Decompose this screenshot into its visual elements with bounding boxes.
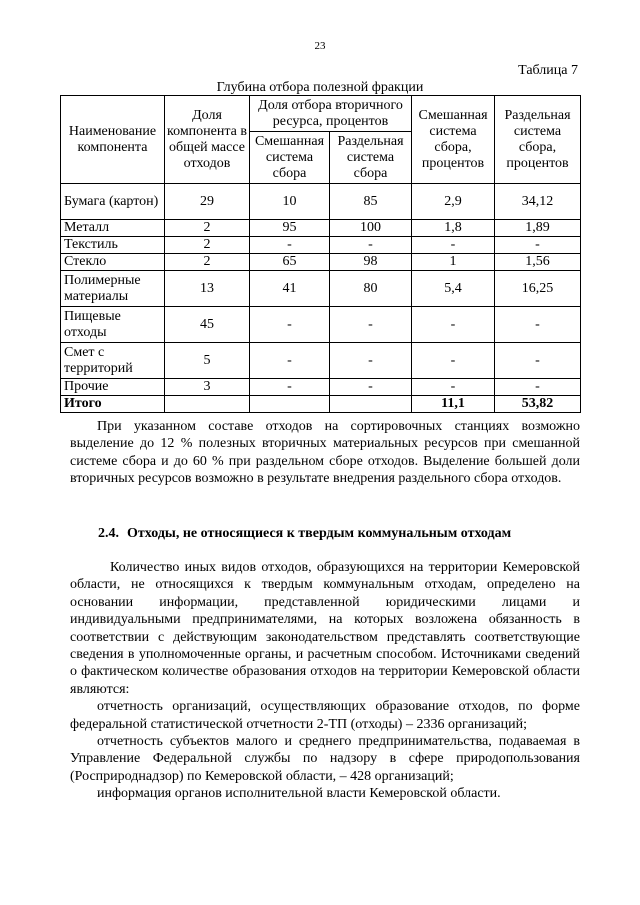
list-item: отчетность субъектов малого и среднего предпринимательства, подаваемая в Управление Федеральной службы по надзору в сфере природопользования (Росприроднадзор) по Кемеровской области, – 428 организаций; [70, 734, 580, 784]
cell-name: Пищевые отходы [61, 307, 165, 343]
cell-mixed-pct: - [412, 307, 495, 343]
cell-mixed-pct: - [412, 343, 495, 379]
cell-share: 3 [165, 379, 250, 396]
header-mixed: Смешанная система сбора [250, 132, 330, 184]
cell-mixed: - [250, 379, 330, 396]
cell-share: 5 [165, 343, 250, 379]
cell-mixed-pct: 2,9 [412, 184, 495, 220]
paragraph-after-table [70, 418, 580, 488]
cell-separate-pct: 1,89 [495, 220, 581, 237]
cell-mixed-pct: - [412, 379, 495, 396]
total-cell-share [165, 396, 250, 413]
cell-separate-pct: - [495, 379, 581, 396]
cell-mixed-pct: 1,8 [412, 220, 495, 237]
section-title: Отходы, не относящиеся к твердым коммунальным отходам [127, 526, 512, 541]
cell-mixed-pct: 1 [412, 254, 495, 271]
cell-name: Полимерные материалы [61, 271, 165, 307]
cell-name: Металл [61, 220, 165, 237]
cell-mixed-pct: - [412, 237, 495, 254]
total-cell-name: Итого [61, 396, 165, 413]
page-number: 23 [314, 40, 326, 52]
table-row [61, 237, 581, 254]
header-secondary-group: Доля отбора вторичного ресурса, процентов [250, 96, 412, 132]
cell-mixed: 41 [250, 271, 330, 307]
cell-separate-pct: - [495, 307, 581, 343]
cell-separate-pct: - [495, 343, 581, 379]
waste-fraction-table [60, 95, 581, 413]
table-row [61, 254, 581, 271]
paragraph: При указанном составе отходов на сортировочных станциях возможно выделение до 12 % полезных вторичных материальных ресурсов при смешанной системе сбора и до 60 % при раздельном сборе отходов. Выделение большей доли вторичных ресурсов возможно в результате внедрения раздельного сбора отходов. [70, 419, 580, 487]
cell-separate: - [330, 379, 412, 396]
cell-share: 13 [165, 271, 250, 307]
list-item: информация органов исполнительной власти Кемеровской области. [97, 786, 501, 802]
cell-name: Стекло [61, 254, 165, 271]
table-label: Таблица 7 [518, 63, 578, 78]
section-body [70, 559, 580, 803]
header-separate: Раздельная система сбора [330, 132, 412, 184]
cell-share: 2 [165, 220, 250, 237]
cell-separate: - [330, 307, 412, 343]
cell-separate-pct: 34,12 [495, 184, 581, 220]
cell-share: 45 [165, 307, 250, 343]
table-row [61, 271, 581, 307]
cell-mixed: - [250, 237, 330, 254]
cell-share: 2 [165, 254, 250, 271]
total-cell-separate [330, 396, 412, 413]
cell-mixed: - [250, 307, 330, 343]
header-share: Доля компонента в общей массе отходов [165, 96, 250, 184]
cell-separate: 80 [330, 271, 412, 307]
total-cell-mixed [250, 396, 330, 413]
cell-separate: 98 [330, 254, 412, 271]
header-separate-pct: Раздельная система сбора, процентов [495, 96, 581, 184]
section-number: 2.4. [98, 526, 119, 541]
cell-separate: 100 [330, 220, 412, 237]
cell-name: Смет с территорий [61, 343, 165, 379]
header-name: Наименование компонента [61, 96, 165, 184]
table-row [61, 184, 581, 220]
cell-separate-pct: 1,56 [495, 254, 581, 271]
table-row [61, 379, 581, 396]
cell-separate-pct: - [495, 237, 581, 254]
cell-separate-pct: 16,25 [495, 271, 581, 307]
table-row [61, 343, 581, 379]
total-cell-mixed-pct: 11,1 [412, 396, 495, 413]
cell-share: 2 [165, 237, 250, 254]
cell-share: 29 [165, 184, 250, 220]
cell-mixed: 95 [250, 220, 330, 237]
section-heading [98, 526, 588, 542]
table-row [61, 220, 581, 237]
cell-separate: - [330, 343, 412, 379]
cell-mixed: 10 [250, 184, 330, 220]
table-caption: Глубина отбора полезной фракции [216, 80, 424, 95]
cell-name: Бумага (картон) [61, 184, 165, 220]
cell-mixed-pct: 5,4 [412, 271, 495, 307]
header-mixed-pct: Смешанная система сбора, процентов [412, 96, 495, 184]
cell-name: Прочие [61, 379, 165, 396]
cell-name: Текстиль [61, 237, 165, 254]
paragraph: Количество иных видов отходов, образующихся на территории Кемеровской области, не относящихся к твердым коммунальным отходам, определено на основании информации, представленной юридическими лицами и индивидуальными предпринимателями, на которых возложена обязанность в соответствии с действующим законодательством представлять соответствующие сведения в уполномоченные органы, и расчетным способом. Источниками сведений о фактическом количестве образования отходов на территории Кемеровской области являются: [70, 560, 580, 697]
list-item: отчетность организаций, осуществляющих образование отходов, по форме федеральной статистической отчетности 2-ТП (отходы) – 2336 организаций; [70, 699, 580, 732]
cell-mixed: - [250, 343, 330, 379]
total-cell-separate-pct: 53,82 [495, 396, 581, 413]
table-total-row [61, 396, 581, 413]
cell-separate: 85 [330, 184, 412, 220]
cell-mixed: 65 [250, 254, 330, 271]
table-row [61, 307, 581, 343]
table-body [61, 184, 581, 413]
cell-separate: - [330, 237, 412, 254]
